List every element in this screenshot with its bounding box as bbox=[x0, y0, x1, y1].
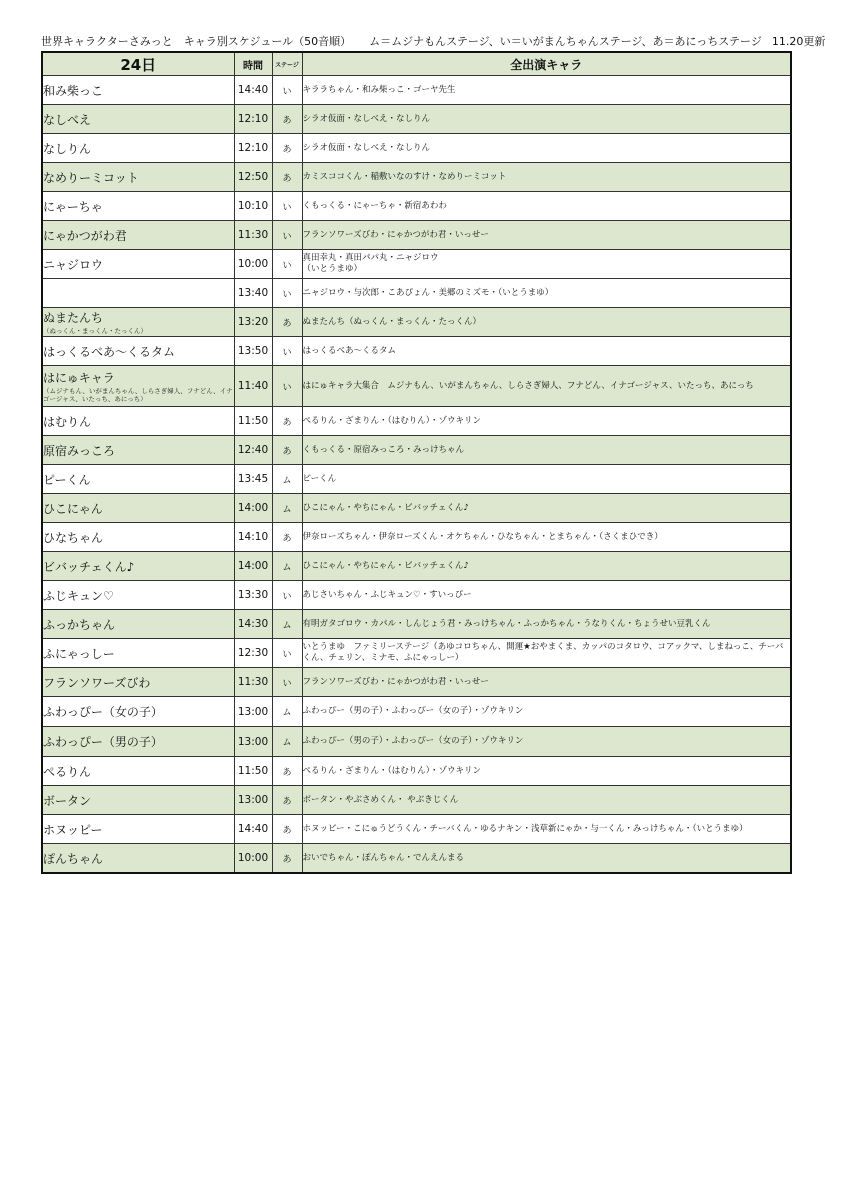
character-name: ピーくん bbox=[43, 472, 91, 487]
performers-text: キララちゃん・和み柴っこ・ゴーヤ先生 bbox=[302, 84, 456, 95]
performers-cell bbox=[302, 134, 791, 163]
stage-cell: い bbox=[272, 76, 302, 105]
performers-text: くもっくる・原宿みっころ・みっけちゃん bbox=[302, 444, 465, 455]
update-note: 11.20更新 bbox=[771, 35, 826, 48]
time-cell: 13:20 bbox=[234, 308, 272, 337]
character-name-cell bbox=[42, 610, 234, 639]
stage-cell: あ bbox=[272, 163, 302, 192]
character-name-cell bbox=[42, 757, 234, 786]
character-group-members: （ムジナもん、いがまんちゃん、しらさぎ婦人、フナどん、イナゴージャス、いたっち、あにっち） bbox=[43, 387, 233, 403]
performers-cell bbox=[302, 436, 791, 465]
time-cell: 11:30 bbox=[234, 221, 272, 250]
character-name-cell bbox=[42, 407, 234, 436]
performers-cell bbox=[302, 407, 791, 436]
performers-text: （いとうまゆ） bbox=[302, 264, 363, 274]
character-name-cell bbox=[42, 727, 234, 757]
stage-cell: ム bbox=[272, 494, 302, 523]
performers-text: ぺるりん・ざまりん・（はむりん）・ゾウキリン bbox=[302, 765, 482, 776]
character-name: ぺるりん bbox=[43, 764, 92, 779]
performers-cell bbox=[302, 727, 791, 757]
time-cell: 13:45 bbox=[234, 465, 272, 494]
all-characters-header: 全出演キャラ bbox=[302, 52, 791, 76]
table-row bbox=[42, 844, 791, 874]
time-cell: 13:00 bbox=[234, 697, 272, 727]
performers-text: はっくるべあ～くるタム bbox=[302, 345, 397, 356]
performers-text: いとうまゆ ファミリーステージ（あゆコロちゃん、開運★おやまくま、カッパのコタロウ、コアックマ、しまねっこ、チーバくん、チェリン、ミナモ、ふにゃっしー） bbox=[302, 642, 784, 663]
time-cell: 11:40 bbox=[234, 366, 272, 407]
time-cell: 13:40 bbox=[234, 279, 272, 308]
character-name: ふわっぴー（女の子） bbox=[43, 705, 163, 719]
time-cell: 11:50 bbox=[234, 407, 272, 436]
character-name-cell bbox=[42, 163, 234, 192]
character-name-cell bbox=[42, 786, 234, 815]
performers-cell bbox=[302, 757, 791, 786]
character-name: ふじキュン♡ bbox=[43, 588, 114, 603]
performers-text: ふわっぴー（男の子）・ふわっぴー（女の子）・ゾウキリン bbox=[302, 736, 524, 746]
table-row bbox=[42, 436, 791, 465]
performers-cell bbox=[302, 279, 791, 308]
character-name: ビバッチェくん♪ bbox=[43, 559, 135, 574]
stage-cell: あ bbox=[272, 786, 302, 815]
character-name-cell bbox=[42, 221, 234, 250]
stage-cell: あ bbox=[272, 308, 302, 337]
character-name-cell bbox=[42, 581, 234, 610]
performers-cell bbox=[302, 697, 791, 727]
character-name: にゃかつがわ君 bbox=[43, 228, 127, 243]
schedule-table bbox=[41, 51, 792, 874]
time-cell: 14:00 bbox=[234, 552, 272, 581]
character-name: ボータン bbox=[43, 793, 92, 808]
time-cell: 10:00 bbox=[234, 844, 272, 874]
character-name-cell bbox=[42, 844, 234, 874]
character-name: ニャジロウ bbox=[43, 257, 104, 272]
stage-cell: あ bbox=[272, 844, 302, 874]
stage-cell: あ bbox=[272, 757, 302, 786]
stage-cell: い bbox=[272, 337, 302, 366]
table-row bbox=[42, 757, 791, 786]
character-name-cell bbox=[42, 337, 234, 366]
character-name: ぽんちゃん bbox=[43, 851, 104, 866]
table-row bbox=[42, 639, 791, 668]
stage-cell: あ bbox=[272, 436, 302, 465]
table-row bbox=[42, 337, 791, 366]
performers-cell bbox=[302, 192, 791, 221]
time-cell: 12:40 bbox=[234, 436, 272, 465]
table-row bbox=[42, 610, 791, 639]
stage-cell: ム bbox=[272, 465, 302, 494]
table-header-row bbox=[42, 52, 791, 76]
character-name: フランソワーズびわ bbox=[43, 675, 151, 690]
character-name: なしりん bbox=[43, 141, 92, 156]
stage-cell: い bbox=[272, 221, 302, 250]
table-row bbox=[42, 668, 791, 697]
table-row bbox=[42, 279, 791, 308]
character-name-cell bbox=[42, 279, 234, 308]
time-cell: 12:10 bbox=[234, 134, 272, 163]
performers-text: 伊奈ローズちゃん・伊奈ローズくん・オケちゃん・ひなちゃん・とまちゃん・（さくまひでき） bbox=[302, 531, 663, 542]
time-cell: 12:30 bbox=[234, 639, 272, 668]
table-row bbox=[42, 366, 791, 407]
time-cell: 11:50 bbox=[234, 757, 272, 786]
character-name-cell bbox=[42, 436, 234, 465]
time-cell: 13:00 bbox=[234, 727, 272, 757]
table-row bbox=[42, 192, 791, 221]
table-body bbox=[42, 76, 791, 874]
character-name: ひこにゃん bbox=[43, 501, 103, 516]
stage-cell: あ bbox=[272, 134, 302, 163]
performers-cell bbox=[302, 465, 791, 494]
table-row bbox=[42, 815, 791, 844]
stage-cell: あ bbox=[272, 407, 302, 436]
page-header bbox=[41, 33, 831, 49]
performers-cell bbox=[302, 494, 791, 523]
performers-text: ボータン・やぶさめくん・ やぶきじくん bbox=[302, 794, 459, 805]
table-row bbox=[42, 465, 791, 494]
performers-text: ニャジロウ・与次郎・こあぴょん・美郷のミズモ・（いとうまゆ） bbox=[302, 287, 554, 298]
performers-text: おいでちゃん・ぽんちゃん・でんえんまる bbox=[302, 852, 465, 863]
day-header: 24日 bbox=[42, 52, 234, 76]
performers-text: あじさいちゃん・ふじキュン♡・すいっぴー bbox=[302, 589, 472, 600]
time-cell: 12:10 bbox=[234, 105, 272, 134]
time-cell: 14:30 bbox=[234, 610, 272, 639]
character-name: にゃーちゃ bbox=[43, 199, 103, 214]
performers-text: ぬまたんち（ぬっくん・まっくん・たっくん） bbox=[302, 316, 482, 327]
character-name: はむりん bbox=[43, 414, 92, 429]
table-row bbox=[42, 308, 791, 337]
stage-cell: い bbox=[272, 192, 302, 221]
character-name-cell bbox=[42, 76, 234, 105]
performers-text: シラオ仮面・なしべえ・なしりん bbox=[302, 142, 431, 153]
character-name: ふにゃっしー bbox=[43, 646, 115, 661]
performers-cell bbox=[302, 366, 791, 407]
performers-cell bbox=[302, 76, 791, 105]
time-cell: 10:10 bbox=[234, 192, 272, 221]
performers-cell bbox=[302, 105, 791, 134]
stage-cell: い bbox=[272, 279, 302, 308]
character-name: 和み柴っこ bbox=[43, 83, 104, 98]
table-row bbox=[42, 134, 791, 163]
performers-cell bbox=[302, 163, 791, 192]
character-name: ぬまたんち bbox=[43, 311, 104, 325]
table-row bbox=[42, 221, 791, 250]
stage-cell: い bbox=[272, 581, 302, 610]
performers-cell bbox=[302, 668, 791, 697]
performers-cell bbox=[302, 610, 791, 639]
performers-cell bbox=[302, 844, 791, 874]
character-name-cell bbox=[42, 465, 234, 494]
time-cell: 14:00 bbox=[234, 494, 272, 523]
performers-text: はにゅキャラ大集合 ムジナもん、いがまんちゃん、しらさぎ婦人、フナどん、イナゴージャス、いたっち、あにっち bbox=[302, 380, 754, 391]
character-name-cell bbox=[42, 815, 234, 844]
character-name: ホヌッピー bbox=[43, 822, 103, 837]
table-row bbox=[42, 494, 791, 523]
stage-legend: ム＝ムジナもんステージ、い＝いがまんちゃんステージ、あ＝あにっちステージ bbox=[369, 35, 762, 48]
time-cell: 14:40 bbox=[234, 76, 272, 105]
character-name: なめりーミコット bbox=[43, 170, 139, 185]
performers-text: フランソワーズびわ・にゃかつがわ君・いっせー bbox=[302, 676, 489, 687]
performers-cell bbox=[302, 337, 791, 366]
stage-cell: ム bbox=[272, 552, 302, 581]
performers-cell bbox=[302, 581, 791, 610]
character-name: はにゅキャラ bbox=[43, 371, 115, 385]
table-row bbox=[42, 407, 791, 436]
performers-text: ぺるりん・ざまりん・（はむりん）・ゾウキリン bbox=[302, 415, 482, 426]
performers-text: 有明ガタゴロウ・カパル・しんじょう君・みっけちゃん・ふっかちゃん・うなりくん・ちょうせい豆乳くん bbox=[302, 618, 711, 629]
time-cell: 11:30 bbox=[234, 668, 272, 697]
character-group-members: （ぬっくん・まっくん・たっくん） bbox=[43, 327, 147, 335]
time-cell: 14:40 bbox=[234, 815, 272, 844]
performers-text: ピーくん bbox=[302, 473, 337, 484]
table-row bbox=[42, 581, 791, 610]
stage-cell: い bbox=[272, 366, 302, 407]
time-header: 時間 bbox=[234, 52, 272, 76]
stage-cell: い bbox=[272, 250, 302, 279]
time-cell: 13:50 bbox=[234, 337, 272, 366]
stage-cell: い bbox=[272, 668, 302, 697]
character-name: ひなちゃん bbox=[43, 530, 104, 545]
character-name: はっくるべあ～くるタム bbox=[43, 344, 176, 359]
performers-text: 真田幸丸・真田パパ丸・ニャジロウ bbox=[302, 253, 439, 263]
character-name-cell bbox=[42, 552, 234, 581]
stage-cell: ム bbox=[272, 697, 302, 727]
stage-cell: ム bbox=[272, 610, 302, 639]
performers-text: ひこにゃん・やちにゃん・ビバッチェくん♪ bbox=[302, 560, 469, 571]
character-name-cell bbox=[42, 134, 234, 163]
document-title: 世界キャラクターさみっと キャラ別スケジュール（50音順） bbox=[41, 35, 352, 48]
character-name: ふっかちゃん bbox=[43, 617, 116, 632]
time-cell: 10:00 bbox=[234, 250, 272, 279]
stage-cell: あ bbox=[272, 523, 302, 552]
character-name-cell bbox=[42, 697, 234, 727]
table-row bbox=[42, 786, 791, 815]
table-row bbox=[42, 697, 791, 727]
table-row bbox=[42, 552, 791, 581]
performers-text: フランソワーズびわ・にゃかつがわ君・いっせー bbox=[302, 229, 489, 240]
performers-text: ホヌッピー・こにゅうどうくん・チーバくん・ゆるナキン・浅草新にゃか・与一くん・みっけちゃん・（いとうまゆ） bbox=[302, 823, 748, 834]
table-row bbox=[42, 250, 791, 279]
time-cell: 12:50 bbox=[234, 163, 272, 192]
performers-cell bbox=[302, 308, 791, 337]
character-name: 原宿みっころ bbox=[43, 443, 116, 458]
performers-cell bbox=[302, 815, 791, 844]
table-row bbox=[42, 523, 791, 552]
performers-text: ふわっぴー（男の子）・ふわっぴー（女の子）・ゾウキリン bbox=[302, 706, 524, 716]
stage-cell: ム bbox=[272, 727, 302, 757]
character-name: ふわっぴー（男の子） bbox=[43, 735, 163, 749]
character-name-cell bbox=[42, 668, 234, 697]
performers-text: シラオ仮面・なしべえ・なしりん bbox=[302, 113, 431, 124]
character-name-cell bbox=[42, 523, 234, 552]
stage-cell: い bbox=[272, 639, 302, 668]
time-cell: 14:10 bbox=[234, 523, 272, 552]
time-cell: 13:00 bbox=[234, 786, 272, 815]
character-name-cell bbox=[42, 192, 234, 221]
performers-cell bbox=[302, 221, 791, 250]
performers-text: くもっくる・にゃーちゃ・新宿あわわ bbox=[302, 200, 447, 211]
character-name-cell bbox=[42, 494, 234, 523]
character-name: なしべえ bbox=[43, 112, 92, 127]
table-row bbox=[42, 76, 791, 105]
table-row bbox=[42, 163, 791, 192]
character-name-cell bbox=[42, 366, 234, 407]
performers-cell bbox=[302, 523, 791, 552]
stage-cell: あ bbox=[272, 815, 302, 844]
stage-header: ステージ bbox=[272, 52, 302, 76]
performers-cell bbox=[302, 639, 791, 668]
performers-text: カミスココくん・稲敷いなのすけ・なめりーミコット bbox=[302, 171, 507, 182]
character-name-cell bbox=[42, 308, 234, 337]
performers-cell bbox=[302, 786, 791, 815]
character-name-cell bbox=[42, 250, 234, 279]
performers-cell bbox=[302, 250, 791, 279]
table-row bbox=[42, 105, 791, 134]
character-name-cell bbox=[42, 639, 234, 668]
time-cell: 13:30 bbox=[234, 581, 272, 610]
performers-cell bbox=[302, 552, 791, 581]
performers-text: ひこにゃん・やちにゃん・ビバッチェくん♪ bbox=[302, 502, 469, 513]
table-row bbox=[42, 727, 791, 757]
stage-cell: あ bbox=[272, 105, 302, 134]
character-name-cell bbox=[42, 105, 234, 134]
